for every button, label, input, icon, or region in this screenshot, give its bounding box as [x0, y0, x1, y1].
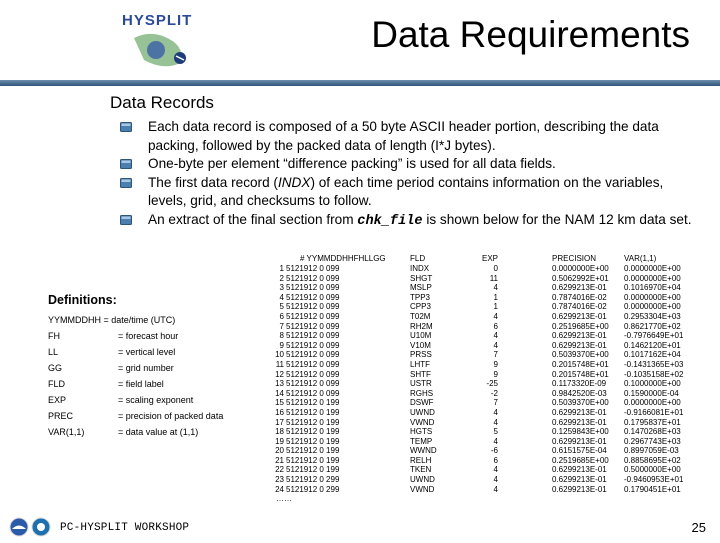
logo-text: HYSPLIT: [122, 12, 193, 29]
table-cell-date: 5121912 0 199: [286, 436, 340, 446]
table-cell-index: 1: [279, 264, 284, 273]
table-cell-var: 0.1000000E+00: [624, 379, 681, 389]
table-cell-exp: 5: [493, 427, 498, 437]
table-cell-date: 5121912 0 299: [286, 475, 340, 485]
table-cell-precision: 0.2519685E+00: [552, 455, 609, 465]
table-cell-fld: INDX: [410, 264, 430, 273]
table-cell-index: 11: [275, 359, 284, 369]
table-cell-index: 15: [275, 398, 284, 408]
table-cell-precision: 0.9842520E-03: [552, 388, 607, 398]
table-cell-date: 5121912 0 299: [286, 484, 340, 494]
table-cell-index: 16: [275, 407, 284, 417]
table-cell-index: 4: [279, 292, 284, 302]
definition-desc: = field label: [118, 379, 164, 389]
table-col-exp: [476, 264, 498, 494]
definition-row: [48, 411, 223, 421]
table-cell-precision: 0.6299213E-01: [552, 475, 607, 485]
table-cell-var: 0.5000000E+00: [624, 465, 681, 475]
table-cell-var: 0.0000000E+00: [624, 398, 681, 408]
bullet-item: [120, 174, 700, 211]
table-cell-index: 21: [275, 455, 284, 465]
bullet-icon: [120, 214, 132, 226]
table-cell-date: 5121912 0 099: [286, 331, 340, 341]
table-cell-var: 0.1017162E+04: [624, 350, 681, 360]
table-cell-var: 0.8858695E+02: [624, 455, 681, 465]
definition-row: [48, 347, 175, 357]
table-cell-precision: 0.5039370E+00: [552, 350, 609, 360]
table-cell-index: 5: [279, 302, 284, 312]
table-cell-date: 5121912 0 099: [286, 283, 340, 293]
table-cell-exp: -2: [490, 388, 498, 398]
table-cell-var: -0.1035158E+02: [624, 369, 684, 379]
table-cell-precision: 0.2519685E+00: [552, 321, 609, 331]
definitions-title: Definitions:: [48, 293, 117, 307]
table-cell-date: 5121912 0 099: [286, 340, 340, 350]
footer-text: PC-HYSPLIT WORKSHOP: [60, 522, 190, 534]
table-cell-precision: 0.6299213E-01: [552, 283, 607, 293]
bullet-icon: [120, 177, 132, 189]
table-header-precision: PRECISION: [552, 254, 597, 263]
table-cell-precision: 0.6299213E-01: [552, 311, 607, 321]
table-cell-index: 22: [275, 465, 284, 475]
table-cell-var: 0.1470268E+03: [624, 427, 681, 437]
table-cell-index: 18: [275, 427, 284, 437]
table-cell-fld: TPP3: [410, 292, 431, 302]
table-cell-index: 20: [275, 446, 284, 456]
table-cell-exp: 4: [493, 417, 498, 427]
table-cell-precision: 0.6299213E-01: [552, 331, 607, 341]
definition-row: [48, 427, 198, 437]
table-cell-precision: 0.6299213E-01: [552, 484, 607, 494]
table-cell-date: 5121912 0 199: [286, 427, 340, 437]
table-cell-date: 5121912 0 099: [286, 273, 340, 283]
bullet-text-end: is shown below for the NAM 12 km data set.: [422, 211, 692, 227]
table-cell-fld: LHTF: [410, 359, 430, 369]
table-col-fld: [410, 264, 437, 494]
table-cell-precision: 0.6299213E-01: [552, 436, 607, 446]
table-cell-index: 3: [279, 283, 284, 293]
definition-row: [48, 395, 193, 405]
bullet-text: One-byte per element “difference packing” is used for all data fields.: [148, 156, 556, 171]
table-cell-var: 0.1590000E-04: [624, 388, 679, 398]
table-cell-date: 5121912 0 199: [286, 446, 340, 456]
table-cell-date: 5121912 0 099: [286, 388, 340, 398]
table-cell-index: 17: [275, 417, 284, 427]
table-cell-date: 5121912 0 099: [286, 369, 340, 379]
table-cell-var: -0.7976649E+01: [624, 331, 684, 341]
section-heading: Data Records: [110, 93, 214, 112]
table-cell-fld: WWND: [410, 446, 437, 456]
bullet-item: [120, 155, 700, 174]
table-cell-date: 5121912 0 199: [286, 398, 340, 408]
table-col-dates: [286, 264, 339, 494]
table-cell-fld: USTR: [410, 379, 432, 389]
table-cell-index: 19: [275, 436, 284, 446]
table-cell-date: 5121912 0 099: [286, 311, 340, 321]
table-cell-precision: 0.2015748E+01: [552, 359, 609, 369]
table-cell-var: -0.9460953E+01: [624, 475, 684, 485]
table-cell-index: 2: [279, 273, 284, 283]
definition-row: [48, 379, 164, 389]
table-cell-var: 0.1790451E+01: [624, 484, 681, 494]
definition-term: PREC: [48, 411, 74, 421]
table-cell-var: 0.8621770E+02: [624, 321, 681, 331]
definition-term: EXP: [48, 395, 67, 405]
definition-desc: = scaling exponent: [118, 395, 194, 405]
table-cell-precision: 0.1259843E+00: [552, 427, 609, 437]
table-cell-var: 0.1795837E+01: [624, 417, 681, 427]
bullet-text: Each data record is composed of a 50 byte ASCII header portion, describing the data packing, followed by the packed data of length (I*J bytes).: [148, 119, 659, 153]
table-cell-exp: 1: [493, 302, 498, 312]
table-cell-var: 0.0000000E+00: [624, 264, 681, 273]
table-cell-date: 5121912 0 099: [286, 350, 340, 360]
table-cell-fld: HGTS: [410, 427, 433, 437]
table-header-fld: FLD: [410, 254, 426, 263]
bullet-emphasis: chk_file: [357, 213, 423, 229]
table-cell-var: 0.0000000E+00: [624, 273, 681, 283]
table-cell-index: 13: [275, 379, 284, 389]
table-cell-date: 5121912 0 099: [286, 302, 340, 312]
table-cell-exp: 4: [493, 475, 498, 485]
table-ellipsis: ……: [276, 494, 292, 503]
table-cell-exp: 0: [493, 264, 498, 273]
table-cell-exp: 7: [493, 350, 498, 360]
table-cell-precision: 0.6299213E-01: [552, 407, 607, 417]
table-cell-precision: 0.6151575E-04: [552, 446, 607, 456]
definition-row: [48, 331, 178, 341]
table-col-precision: [552, 264, 609, 494]
slide-title: Data Requirements: [371, 14, 690, 55]
table-cell-var: 0.2967743E+03: [624, 436, 681, 446]
table-cell-fld: UWND: [410, 407, 435, 417]
table-cell-exp: 4: [493, 340, 498, 350]
definition-desc: = vertical level: [118, 347, 176, 357]
table-cell-index: 7: [279, 321, 284, 331]
table-cell-exp: 4: [493, 484, 498, 494]
table-cell-exp: 11: [489, 273, 498, 283]
table-cell-precision: 0.5039370E+00: [552, 398, 609, 408]
table-cell-var: -0.1431365E+03: [624, 359, 684, 369]
definitions-box: [44, 285, 244, 435]
table-cell-precision: 0.7874016E-02: [552, 302, 607, 312]
table-cell-exp: 9: [493, 359, 498, 369]
bullet-item: [120, 211, 700, 232]
definition-desc: = precision of packed data: [118, 411, 224, 421]
definition-term: FLD: [48, 379, 66, 389]
table-cell-fld: T02M: [410, 311, 431, 321]
table-header-var: VAR(1,1): [624, 254, 657, 263]
definition-desc: = forecast hour: [118, 331, 179, 341]
table-cell-index: 9: [279, 340, 284, 350]
table-cell-precision: 0.6299213E-01: [552, 465, 607, 475]
bullet-icon: [120, 158, 132, 170]
table-cell-fld: SHGT: [410, 273, 433, 283]
table-cell-fld: SHTF: [410, 369, 431, 379]
definition-first: YYMMDDHH = date/time (UTC): [48, 315, 176, 325]
definition-row: [48, 363, 174, 373]
table-col-index: [274, 264, 284, 494]
table-cell-fld: MSLP: [410, 283, 432, 293]
table-cell-exp: 1: [493, 292, 498, 302]
bullet-text: The first data record (: [148, 174, 278, 190]
table-cell-exp: 6: [493, 321, 498, 331]
table-cell-exp: 4: [493, 311, 498, 321]
noaa-logos: [8, 516, 56, 538]
table-cell-index: 23: [275, 475, 284, 485]
table-cell-date: 5121912 0 099: [286, 321, 340, 331]
page-number: 25: [691, 520, 706, 535]
table-cell-exp: 4: [493, 283, 498, 293]
table-cell-exp: 6: [493, 455, 498, 465]
bullet-list: [120, 118, 700, 231]
definition-term: LL: [48, 347, 59, 357]
definition-term: VAR(1,1): [48, 427, 85, 437]
table-col-var: [624, 264, 683, 494]
table-cell-date: 5121912 0 199: [286, 417, 340, 427]
table-cell-fld: RGHS: [410, 388, 434, 398]
table-cell-date: 5121912 0 099: [286, 359, 340, 369]
table-cell-var: 0.2953304E+03: [624, 311, 681, 321]
table-cell-fld: U10M: [410, 331, 432, 341]
definition-desc: = data value at (1,1): [118, 427, 199, 437]
table-cell-fld: CPP3: [410, 302, 431, 312]
table-cell-exp: -6: [490, 446, 498, 456]
table-cell-fld: DSWF: [410, 398, 434, 408]
table-cell-fld: PRSS: [410, 350, 432, 360]
table-cell-precision: 0.6299213E-01: [552, 417, 607, 427]
table-cell-date: 5121912 0 099: [286, 379, 340, 389]
table-cell-index: 6: [279, 311, 284, 321]
table-cell-var: 0.1016970E+04: [624, 283, 681, 293]
table-header-date: # YYMMDDHHFHLLGG: [300, 254, 386, 263]
table-cell-fld: TEMP: [410, 436, 433, 446]
table-cell-fld: VWND: [410, 484, 435, 494]
table-cell-index: 24: [275, 484, 284, 494]
table-cell-var: -0.9166081E+01: [624, 407, 684, 417]
table-cell-index: 14: [275, 388, 284, 398]
table-cell-var: 0.8997059E-03: [624, 446, 679, 456]
table-cell-exp: 4: [493, 407, 498, 417]
table-cell-precision: 0.2015748E+01: [552, 369, 609, 379]
bullet-text: An extract of the final section from: [148, 211, 358, 227]
hysplit-logo: [114, 8, 204, 72]
table-cell-fld: VWND: [410, 417, 435, 427]
table-header-exp: EXP: [482, 254, 499, 263]
bullet-text-end: ) of each time period contains information on the variables, levels, grid, and checksums to follow.: [148, 174, 664, 208]
table-cell-precision: 0.7874016E-02: [552, 292, 607, 302]
table-cell-index: 12: [275, 369, 284, 379]
bullet-icon: [120, 121, 132, 133]
bullet-emphasis: INDX: [277, 174, 311, 190]
table-cell-var: 0.1462120E+01: [624, 340, 681, 350]
table-cell-exp: 9: [493, 369, 498, 379]
table-cell-precision: 0.5062992E+01: [552, 273, 609, 283]
table-cell-precision: 0.6299213E-01: [552, 340, 607, 350]
table-cell-exp: 4: [493, 465, 498, 475]
table-cell-date: 5121912 0 199: [286, 407, 340, 417]
definition-term: GG: [48, 363, 63, 373]
table-cell-fld: UWND: [410, 475, 435, 485]
table-cell-date: 5121912 0 099: [286, 264, 340, 273]
table-cell-exp: -25: [486, 379, 498, 389]
title-rule: [0, 80, 720, 86]
table-cell-var: 0.0000000E+00: [624, 292, 681, 302]
table-cell-exp: 7: [493, 398, 498, 408]
table-cell-index: 10: [275, 350, 284, 360]
table-cell-exp: 4: [493, 331, 498, 341]
table-cell-index: 8: [279, 331, 284, 341]
table-cell-fld: RELH: [410, 455, 432, 465]
definition-desc: = grid number: [118, 363, 174, 373]
definition-term: FH: [48, 331, 60, 341]
table-cell-precision: 0.1173320E-09: [552, 379, 607, 389]
table-cell-var: 0.0000000E+00: [624, 302, 681, 312]
table-cell-precision: 0.0000000E+00: [552, 264, 609, 273]
table-cell-date: 5121912 0 199: [286, 465, 340, 475]
table-cell-date: 5121912 0 099: [286, 292, 340, 302]
table-cell-fld: TKEN: [410, 465, 432, 475]
bullet-item: [120, 118, 700, 155]
table-cell-date: 5121912 0 199: [286, 455, 340, 465]
table-cell-fld: RH2M: [410, 321, 433, 331]
table-cell-exp: 4: [493, 436, 498, 446]
table-cell-fld: V10M: [410, 340, 431, 350]
